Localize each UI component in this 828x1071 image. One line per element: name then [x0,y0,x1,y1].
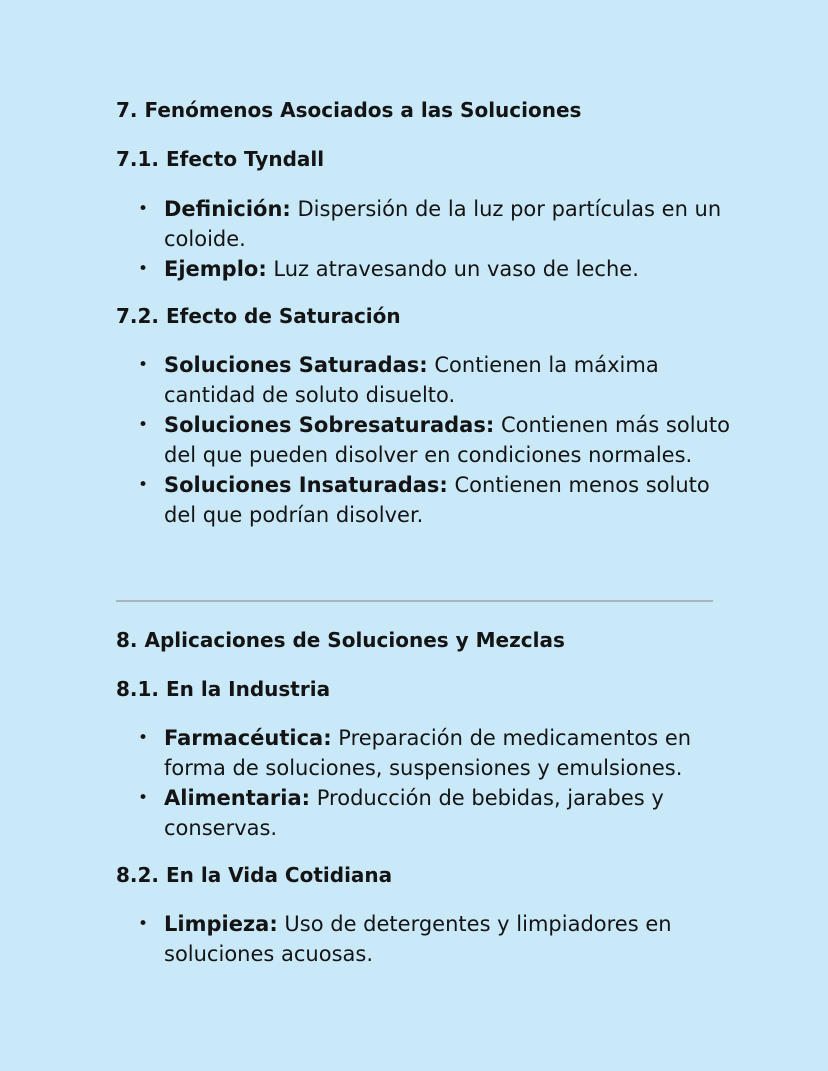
item-text: Contienen más soluto del que pueden disolver en condiciones normales. [164,413,730,467]
section-7-1-heading: 7.1. Efecto Tyndall [116,147,325,171]
section-8-1-heading: 8.1. En la Industria [116,677,331,701]
list-item [136,410,736,470]
section-8-heading: 8. Aplicaciones de Soluciones y Mezclas [116,628,565,652]
item-text: Luz atravesando un vaso de leche. [273,257,639,281]
industry-list [136,723,736,843]
section-divider [116,600,713,602]
list-item [136,470,736,530]
item-term: Definición: [164,197,291,221]
item-term: Soluciones Saturadas: [164,353,428,377]
bullet-icon: • [137,475,149,495]
bullet-icon: • [137,199,149,219]
item-text: Uso de detergentes y limpiadores en soluciones acuosas. [164,912,672,966]
list-item [136,783,736,843]
item-text: Producción de bebidas, jarabes y conservas. [164,786,664,840]
bullet-icon: • [137,355,149,375]
item-term: Farmacéutica: [164,726,332,750]
list-item [136,194,736,254]
list-item [136,350,736,410]
bullet-icon: • [137,788,149,808]
bullet-icon: • [137,914,149,934]
item-text: Preparación de medicamentos en forma de soluciones, suspensiones y emulsiones. [164,726,692,780]
list-item [136,254,736,284]
section-7-2-heading: 7.2. Efecto de Saturación [116,304,401,328]
item-term: Soluciones Insaturadas: [164,473,448,497]
list-item [136,909,736,969]
bullet-icon: • [137,415,149,435]
bullet-icon: • [137,259,149,279]
everyday-list [136,909,736,969]
item-text: Dispersión de la luz por partículas en un coloide. [164,197,722,251]
bullet-icon: • [137,728,149,748]
tyndall-list [136,194,736,284]
item-text: Contienen menos soluto del que podrían disolver. [164,473,710,527]
section-8-2-heading: 8.2. En la Vida Cotidiana [116,863,393,887]
list-item [136,723,736,783]
saturation-list [136,350,736,530]
item-term: Ejemplo: [164,257,267,281]
item-term: Alimentaria: [164,786,311,810]
item-term: Limpieza: [164,912,278,936]
item-term: Soluciones Sobresaturadas: [164,413,495,437]
item-text: Contienen la máxima cantidad de soluto disuelto. [164,353,659,407]
section-7-heading: 7. Fenómenos Asociados a las Soluciones [116,98,582,122]
